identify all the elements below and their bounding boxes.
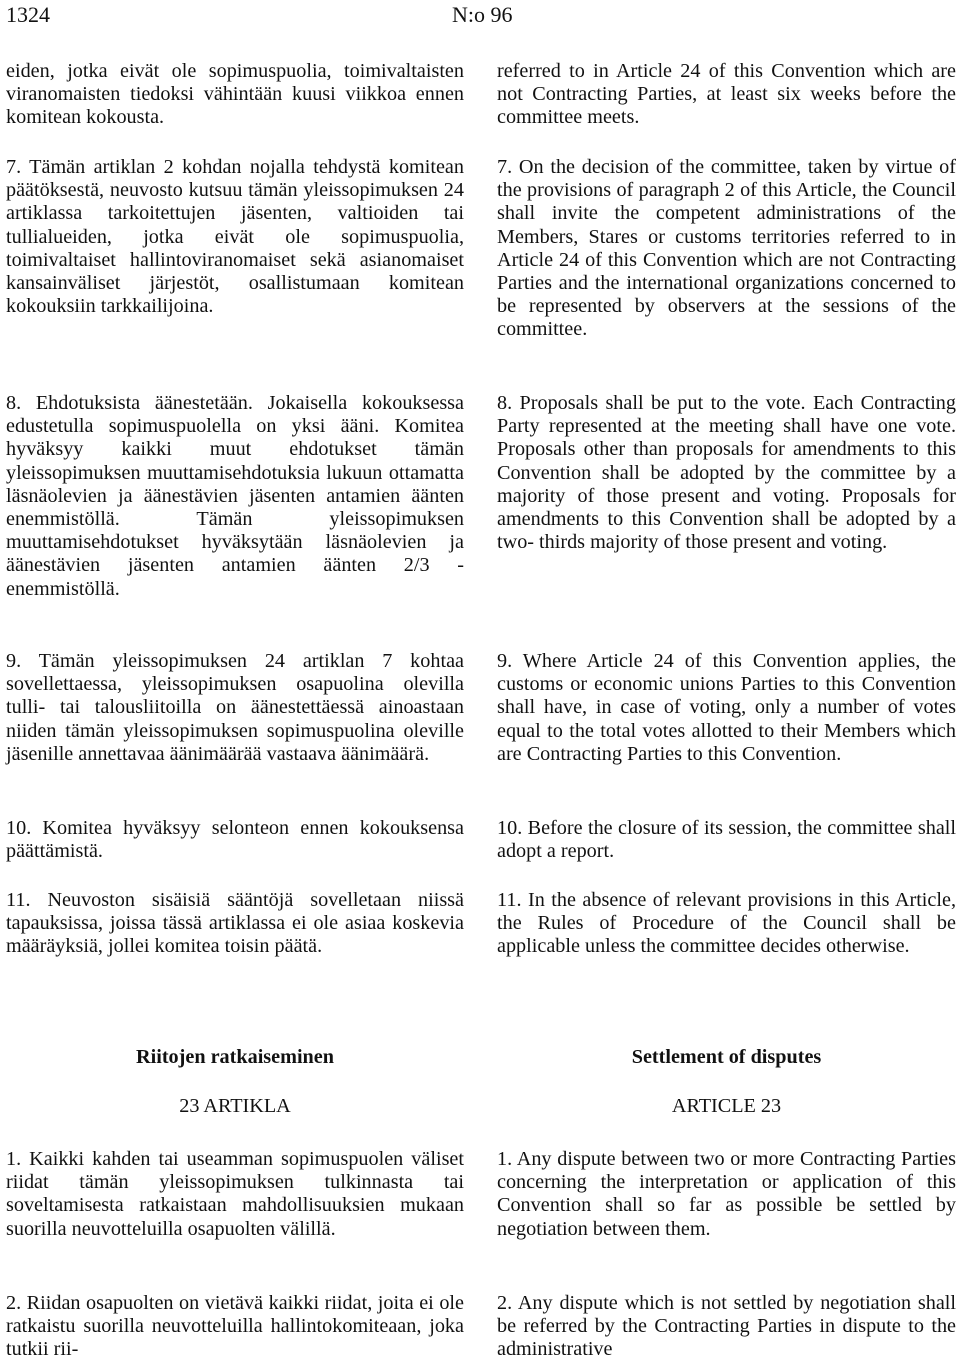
fi-section-title: Riitojen ratkaiseminen [136, 1046, 334, 1068]
fi-paragraph-11: 11. Neuvoston sisäisiä sääntöjä sovelletaan niissä tapauksissa, joissa tässä artiklassa ei ole asiaa koskevia määräyksiä, jollei komitea toisin päätä. [6, 889, 464, 958]
fi-article-paragraph-2: 2. Riidan osapuolten on vietävä kaikki riidat, joita ei ole ratkaistu suorilla neuvotteluilla hallintokomiteaan, joka tutkii rii- [6, 1292, 464, 1361]
en-paragraph-8: 8. Proposals shall be put to the vote. Each Contracting Party represented at the meeting shall have one vote. Proposals other than proposals for amendments to this Convention shall be adopted by the committee by a majority of those present and voting. Proposals for amendments to this Convention shall be adopted by a two- thirds majority of those present and voting. [497, 392, 956, 554]
en-paragraph-intro: referred to in Article 24 of this Convention which are not Contracting Parties, at least six weeks before the committee meets. [497, 60, 956, 129]
en-article-paragraph-2: 2. Any dispute which is not settled by negotiation shall be referred by the Contracting Parties in dispute to the administrative [497, 1292, 956, 1361]
en-article-paragraph-1: 1. Any dispute between two or more Contracting Parties concerning the interpretation or application of this Convention shall so far as possible be settled by negotiation between them. [497, 1148, 956, 1240]
en-section-title: Settlement of disputes [631, 1046, 822, 1068]
fi-paragraph-7: 7. Tämän artiklan 2 kohdan nojalla tehdystä komitean päätöksestä, neuvosto kutsuu tämän yleissopimuksen 24 artiklassa tarkoitettujen jäsenten, valtioiden tai tullialueiden, jotka eivät ole sopimuspuolia, toimivaltaiset hallintoviranomaiset sekä asianomaiset kansainväliset järjestöt, osallistumaan komitean kokouksiin tarkkailijoina. [6, 156, 464, 318]
fi-article-heading: 23 ARTIKLA [179, 1095, 291, 1117]
fi-article-paragraph-1: 1. Kaikki kahden tai useamman sopimuspuolen väliset riidat tämän yleissopimuksen tulkinnasta tai soveltamisesta ratkaistaan mahdollisuuksien mukaan suorilla neuvotteluilla osapuolten välillä. [6, 1148, 464, 1240]
fi-paragraph-8: 8. Ehdotuksista äänestetään. Jokaisella kokouksessa edustetulla sopimuspuolella on yksi ääni. Komitea hyväksyy kaikki muut ehdotukset tämän yleissopimuksen muuttamisehdotuksia lukuun ottamatta läsnäolevien ja äänestävien jäsenten antamien äänten enemmistöllä. Tämän yleissopimuksen muuttamisehdotukset hyväksytään läsnäolevien ja äänestävien jäsenten antamien äänten 2/3 -enemmistöllä. [6, 392, 464, 600]
fi-paragraph-9: 9. Tämän yleissopimuksen 24 artiklan 7 kohtaa sovellettaessa, yleissopimuksen osapuolina olevilla tulli- tai talousliitoilla on äänestettäessä ainoastaan niiden tämän yleissopimuksen sopimuspuolina oleville jäsenille annettavaa äänimäärää vastaava äänimäärä. [6, 650, 464, 765]
page-header [6, 0, 954, 30]
page-number: 1324 [6, 2, 50, 27]
en-paragraph-9: 9. Where Article 24 of this Convention applies, the customs or economic unions Parties to this Convention shall have, in case of voting, only a number of votes equal to the total votes allotted to their Members which are Contracting Parties to this Convention. [497, 650, 956, 765]
en-paragraph-11: 11. In the absence of relevant provisions in this Article, the Rules of Procedure of the Council shall be applicable unless the committee decides otherwise. [497, 889, 956, 958]
en-paragraph-10: 10. Before the closure of its session, the committee shall adopt a report. [497, 817, 956, 863]
en-paragraph-7: 7. On the decision of the committee, taken by virtue of the provisions of paragraph 2 of this Article, the Council shall invite the competent administrations of the Members, Stares or customs territories referred to in Article 24 of this Convention which are not Contracting Parties and the international organizations concerned to be represented by observers at the sessions of the committee. [497, 156, 956, 341]
issue-number: N:o 96 [452, 2, 513, 27]
fi-paragraph-intro: eiden, jotka eivät ole sopimuspuolia, toimivaltaisten viranomaisten tiedoksi vähintään kuusi viikkoa ennen komitean kokousta. [6, 60, 464, 129]
en-article-heading: ARTICLE 23 [671, 1095, 782, 1117]
fi-paragraph-10: 10. Komitea hyväksyy selonteon ennen kokouksensa päättämistä. [6, 817, 464, 863]
